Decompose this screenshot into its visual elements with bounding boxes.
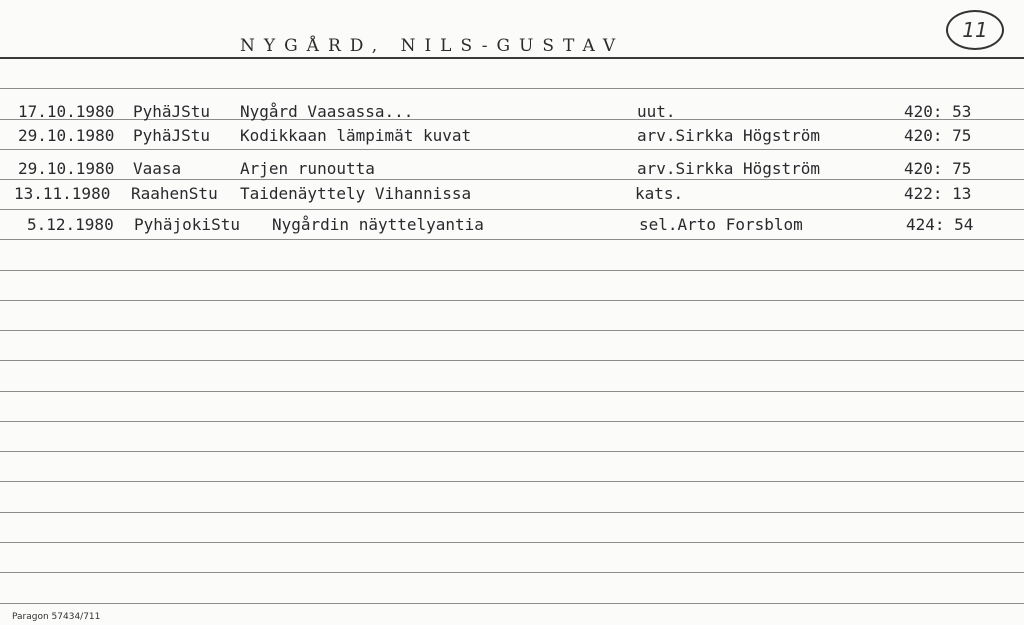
rule-line <box>0 512 1024 513</box>
rule-line <box>0 270 1024 271</box>
entry-note: arv.Sirkka Högström <box>637 126 821 145</box>
entry-row <box>0 126 1024 152</box>
entry-note: arv.Sirkka Högström <box>637 159 821 178</box>
entry-date: 29.10.1980 <box>18 159 115 178</box>
entry-note: sel.Arto Forsblom <box>639 215 803 234</box>
rule-line <box>0 330 1024 331</box>
entry-source: PyhäJStu <box>133 102 211 121</box>
entry-source: RaahenStu <box>131 184 218 203</box>
entry-note: kats. <box>635 184 684 203</box>
rule-line <box>0 603 1024 604</box>
printer-mark: Paragon 57434/711 <box>12 612 101 622</box>
entry-title: Nygårdin näyttelyantia <box>272 215 484 234</box>
entry-row <box>0 102 1024 128</box>
entry-ref: 420: 53 <box>904 102 972 121</box>
rule-line <box>0 88 1024 89</box>
rule-line <box>0 360 1024 361</box>
rule-line <box>0 572 1024 573</box>
entry-title: Taidenäyttely Vihannissa <box>240 184 472 203</box>
header-rule <box>0 57 1024 59</box>
entry-ref: 420: 75 <box>904 159 972 178</box>
rule-line <box>0 481 1024 482</box>
entry-title: Nygård Vaasassa... <box>240 102 414 121</box>
rule-line <box>0 451 1024 452</box>
rule-line <box>0 391 1024 392</box>
entry-title: Arjen runoutta <box>240 159 375 178</box>
entry-date: 29.10.1980 <box>18 126 115 145</box>
card-title: NYGÅRD, NILS-GUSTAV <box>240 36 625 56</box>
entry-title: Kodikkaan lämpimät kuvat <box>240 126 472 145</box>
entry-date: 5.12.1980 <box>27 215 114 234</box>
rule-line <box>0 542 1024 543</box>
entry-source: Vaasa <box>133 159 182 178</box>
entry-date: 13.11.1980 <box>14 184 111 203</box>
entry-row <box>0 184 1024 210</box>
entry-row <box>0 215 1024 241</box>
card-number: 11 <box>962 18 988 42</box>
rule-line <box>0 300 1024 301</box>
entry-row <box>0 159 1024 185</box>
rule-line <box>0 421 1024 422</box>
entry-source: PyhäJStu <box>133 126 211 145</box>
entry-ref: 422: 13 <box>904 184 972 203</box>
entry-note: uut. <box>637 102 676 121</box>
entry-ref: 424: 54 <box>906 215 974 234</box>
entry-date: 17.10.1980 <box>18 102 115 121</box>
entry-ref: 420: 75 <box>904 126 972 145</box>
card-number-circle <box>946 10 1004 50</box>
entry-source: PyhäjokiStu <box>134 215 240 234</box>
